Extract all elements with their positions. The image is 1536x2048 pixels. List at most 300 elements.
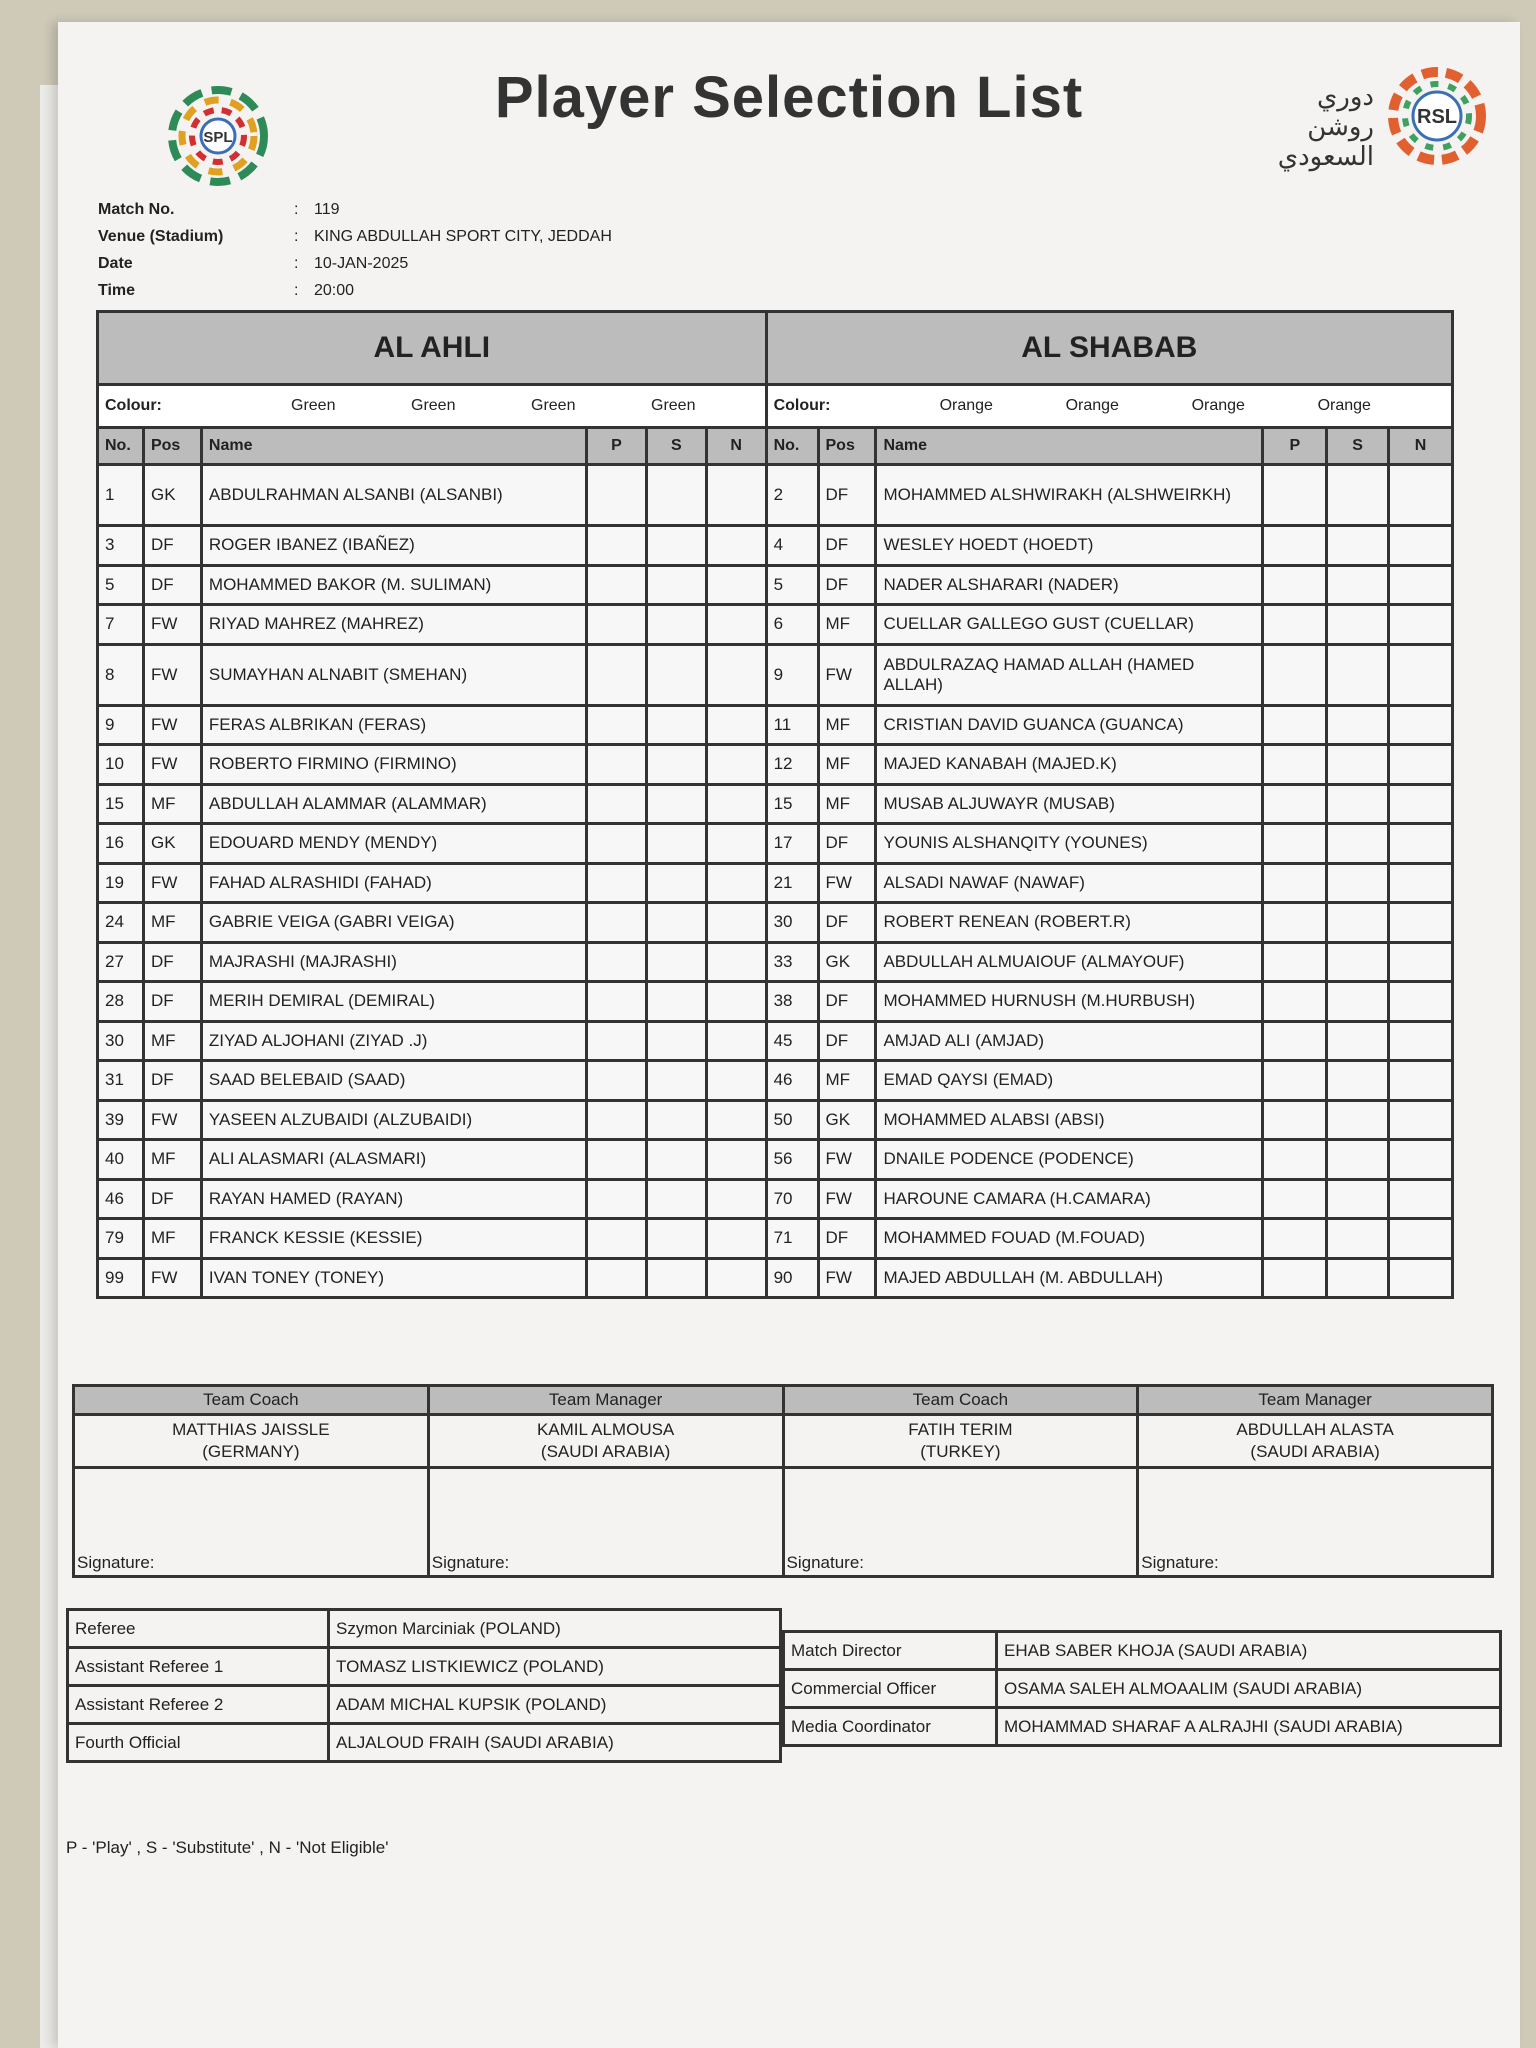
away-coach: FATIH TERIM (TURKEY) xyxy=(783,1415,1138,1468)
referee-role: Fourth Official xyxy=(68,1724,329,1762)
home-substitute-checkbox[interactable] xyxy=(646,982,706,1022)
home-substitute-checkbox[interactable] xyxy=(646,863,706,903)
home-substitute-checkbox[interactable] xyxy=(646,465,706,526)
away-not-eligible-checkbox[interactable] xyxy=(1389,863,1453,903)
table-row xyxy=(98,1179,1453,1219)
away-player-name: ABDULLAH ALMUAIOUF (ALMAYOUF) xyxy=(876,942,1263,982)
home-player-name: ABDULRAHMAN ALSANBI (ALSANBI) xyxy=(201,465,586,526)
away-play-checkbox[interactable] xyxy=(1263,526,1327,566)
home-play-checkbox[interactable] xyxy=(586,1061,646,1101)
away-player-position: DF xyxy=(818,565,876,605)
home-player-name: MOHAMMED BAKOR (M. SULIMAN) xyxy=(201,565,586,605)
away-substitute-checkbox[interactable] xyxy=(1327,705,1389,745)
home-substitute-checkbox[interactable] xyxy=(646,1140,706,1180)
table-row xyxy=(98,982,1453,1022)
home-substitute-checkbox[interactable] xyxy=(646,824,706,864)
home-player-position: FW xyxy=(143,863,201,903)
home-play-checkbox[interactable] xyxy=(586,705,646,745)
table-row xyxy=(98,465,1453,526)
referees-table xyxy=(66,1608,782,1763)
away-play-checkbox[interactable] xyxy=(1263,1219,1327,1259)
away-player-position: DF xyxy=(818,903,876,943)
official-name: EHAB SABER KHOJA (SAUDI ARABIA) xyxy=(997,1632,1501,1670)
away-player-name: NADER ALSHARARI (NADER) xyxy=(876,565,1263,605)
home-substitute-checkbox[interactable] xyxy=(646,1061,706,1101)
away-substitute-checkbox[interactable] xyxy=(1327,1179,1389,1219)
away-player-position: FW xyxy=(818,1140,876,1180)
away-player-name: MAJED ABDULLAH (M. ABDULLAH) xyxy=(876,1258,1263,1298)
away-player-number: 9 xyxy=(766,644,818,705)
away-player-number: 70 xyxy=(766,1179,818,1219)
home-manager: KAMIL ALMOUSA (SAUDI ARABIA) xyxy=(428,1415,783,1468)
away-play-checkbox[interactable] xyxy=(1263,942,1327,982)
away-player-position: GK xyxy=(818,1100,876,1140)
home-player-position: MF xyxy=(143,1021,201,1061)
home-not-eligible-checkbox[interactable] xyxy=(706,824,766,864)
away-team-name: AL SHABAB xyxy=(766,312,1452,385)
away-coach-label: Team Coach xyxy=(783,1386,1138,1415)
home-player-name: MERIH DEMIRAL (DEMIRAL) xyxy=(201,982,586,1022)
home-player-number: 40 xyxy=(98,1140,144,1180)
away-manager: ABDULLAH ALASTA (SAUDI ARABIA) xyxy=(1138,1415,1493,1468)
team-selection-table xyxy=(96,310,1454,1299)
column-header-row: No. Pos Name P S N No. Pos Name P S N xyxy=(98,428,1453,465)
home-player-name: FERAS ALBRIKAN (FERAS) xyxy=(201,705,586,745)
home-play-checkbox[interactable] xyxy=(586,1179,646,1219)
home-substitute-checkbox[interactable] xyxy=(646,644,706,705)
home-substitute-checkbox[interactable] xyxy=(646,526,706,566)
home-not-eligible-checkbox[interactable] xyxy=(706,1140,766,1180)
home-player-number: 10 xyxy=(98,745,144,785)
away-not-eligible-checkbox[interactable] xyxy=(1389,1140,1453,1180)
home-not-eligible-checkbox[interactable] xyxy=(706,1179,766,1219)
away-player-number: 50 xyxy=(766,1100,818,1140)
home-team-name: AL AHLI xyxy=(98,312,767,385)
away-substitute-checkbox[interactable] xyxy=(1327,1140,1389,1180)
away-player-position: MF xyxy=(818,1061,876,1101)
away-play-checkbox[interactable] xyxy=(1263,565,1327,605)
home-player-name: ABDULLAH ALAMMAR (ALAMMAR) xyxy=(201,784,586,824)
match-number-row: Match No. : 119 xyxy=(98,196,612,223)
table-row xyxy=(98,942,1453,982)
away-player-position: DF xyxy=(818,1219,876,1259)
home-player-name: ZIYAD ALJOHANI (ZIYAD .J) xyxy=(201,1021,586,1061)
official-name: MOHAMMAD SHARAF A ALRAJHI (SAUDI ARABIA) xyxy=(997,1708,1501,1746)
table-row xyxy=(98,526,1453,566)
referee-name: ALJALOUD FRAIH (SAUDI ARABIA) xyxy=(329,1724,781,1762)
home-play-checkbox[interactable] xyxy=(586,526,646,566)
home-player-name: IVAN TONEY (TONEY) xyxy=(201,1258,586,1298)
away-player-position: DF xyxy=(818,1021,876,1061)
home-player-number: 28 xyxy=(98,982,144,1022)
away-player-number: 45 xyxy=(766,1021,818,1061)
home-player-position: DF xyxy=(143,1179,201,1219)
away-player-position: FW xyxy=(818,1179,876,1219)
home-player-number: 24 xyxy=(98,903,144,943)
home-coach-label: Team Coach xyxy=(74,1386,429,1415)
away-play-checkbox[interactable] xyxy=(1263,824,1327,864)
table-row xyxy=(98,1061,1453,1101)
away-substitute-checkbox[interactable] xyxy=(1327,526,1389,566)
home-manager-signature[interactable]: Signature: xyxy=(428,1468,783,1577)
away-play-checkbox[interactable] xyxy=(1263,784,1327,824)
away-substitute-checkbox[interactable] xyxy=(1327,1021,1389,1061)
table-row xyxy=(98,705,1453,745)
page-title: Player Selection List xyxy=(494,65,1084,130)
staff-table xyxy=(72,1384,1494,1578)
table-row xyxy=(98,745,1453,785)
away-player-number: 21 xyxy=(766,863,818,903)
away-not-eligible-checkbox[interactable] xyxy=(1389,1219,1453,1259)
home-substitute-checkbox[interactable] xyxy=(646,942,706,982)
home-player-number: 99 xyxy=(98,1258,144,1298)
away-not-eligible-checkbox[interactable] xyxy=(1389,465,1453,526)
away-substitute-checkbox[interactable] xyxy=(1327,605,1389,645)
away-play-checkbox[interactable] xyxy=(1263,863,1327,903)
home-player-number: 30 xyxy=(98,1021,144,1061)
home-player-name: ALI ALASMARI (ALASMARI) xyxy=(201,1140,586,1180)
home-play-checkbox[interactable] xyxy=(586,824,646,864)
table-row xyxy=(98,824,1453,864)
away-player-number: 17 xyxy=(766,824,818,864)
table-row xyxy=(98,565,1453,605)
away-substitute-checkbox[interactable] xyxy=(1327,1258,1389,1298)
home-player-number: 19 xyxy=(98,863,144,903)
home-play-checkbox[interactable] xyxy=(586,644,646,705)
away-manager-label: Team Manager xyxy=(1138,1386,1493,1415)
table-row xyxy=(98,903,1453,943)
away-player-number: 11 xyxy=(766,705,818,745)
home-player-position: FW xyxy=(143,644,201,705)
away-player-number: 33 xyxy=(766,942,818,982)
official-row xyxy=(784,1708,1501,1746)
away-not-eligible-checkbox[interactable] xyxy=(1389,644,1453,705)
home-player-number: 7 xyxy=(98,605,144,645)
away-play-checkbox[interactable] xyxy=(1263,1179,1327,1219)
away-not-eligible-checkbox[interactable] xyxy=(1389,824,1453,864)
home-player-position: MF xyxy=(143,903,201,943)
home-play-checkbox[interactable] xyxy=(586,605,646,645)
venue: KING ABDULLAH SPORT CITY, JEDDAH xyxy=(314,228,612,245)
away-play-checkbox[interactable] xyxy=(1263,1061,1327,1101)
away-player-position: DF xyxy=(818,465,876,526)
away-player-name: ALSADI NAWAF (NAWAF) xyxy=(876,863,1263,903)
away-player-position: GK xyxy=(818,942,876,982)
away-player-name: CRISTIAN DAVID GUANCA (GUANCA) xyxy=(876,705,1263,745)
away-play-checkbox[interactable] xyxy=(1263,982,1327,1022)
away-player-number: 2 xyxy=(766,465,818,526)
home-player-position: DF xyxy=(143,565,201,605)
away-not-eligible-checkbox[interactable] xyxy=(1389,1179,1453,1219)
table-row xyxy=(98,784,1453,824)
venue-row: Venue (Stadium) : KING ABDULLAH SPORT CITY, JEDDAH xyxy=(98,223,612,250)
home-substitute-checkbox[interactable] xyxy=(646,605,706,645)
home-player-number: 16 xyxy=(98,824,144,864)
away-play-checkbox[interactable] xyxy=(1263,903,1327,943)
match-number: 119 xyxy=(314,201,340,218)
official-role: Match Director xyxy=(784,1632,997,1670)
home-substitute-checkbox[interactable] xyxy=(646,903,706,943)
away-not-eligible-checkbox[interactable] xyxy=(1389,942,1453,982)
away-player-number: 90 xyxy=(766,1258,818,1298)
home-substitute-checkbox[interactable] xyxy=(646,565,706,605)
home-substitute-checkbox[interactable] xyxy=(646,1021,706,1061)
legend-note: P - 'Play' , S - 'Substitute' , N - 'Not Eligible' xyxy=(66,1838,389,1857)
home-not-eligible-checkbox[interactable] xyxy=(706,465,766,526)
home-player-name: SUMAYHAN ALNABIT (SMEHAN) xyxy=(201,644,586,705)
home-not-eligible-checkbox[interactable] xyxy=(706,745,766,785)
away-player-position: FW xyxy=(818,863,876,903)
home-play-checkbox[interactable] xyxy=(586,1258,646,1298)
away-not-eligible-checkbox[interactable] xyxy=(1389,605,1453,645)
away-substitute-checkbox[interactable] xyxy=(1327,784,1389,824)
away-substitute-checkbox[interactable] xyxy=(1327,1219,1389,1259)
home-player-number: 1 xyxy=(98,465,144,526)
away-not-eligible-checkbox[interactable] xyxy=(1389,1061,1453,1101)
home-player-name: YASEEN ALZUBAIDI (ALZUBAIDI) xyxy=(201,1100,586,1140)
away-not-eligible-checkbox[interactable] xyxy=(1389,903,1453,943)
home-not-eligible-checkbox[interactable] xyxy=(706,605,766,645)
home-player-number: 31 xyxy=(98,1061,144,1101)
away-not-eligible-checkbox[interactable] xyxy=(1389,526,1453,566)
away-play-checkbox[interactable] xyxy=(1263,1140,1327,1180)
away-player-name: EMAD QAYSI (EMAD) xyxy=(876,1061,1263,1101)
home-substitute-checkbox[interactable] xyxy=(646,1219,706,1259)
away-player-position: FW xyxy=(818,644,876,705)
away-player-name: AMJAD ALI (AMJAD) xyxy=(876,1021,1263,1061)
home-play-checkbox[interactable] xyxy=(586,1140,646,1180)
table-row xyxy=(98,605,1453,645)
referee-name: TOMASZ LISTKIEWICZ (POLAND) xyxy=(329,1648,781,1686)
referee-role: Assistant Referee 2 xyxy=(68,1686,329,1724)
table-row xyxy=(98,1021,1453,1061)
spl-logo-text: SPL xyxy=(203,129,233,146)
home-player-position: FW xyxy=(143,745,201,785)
home-player-position: DF xyxy=(143,942,201,982)
away-player-name: CUELLAR GALLEGO GUST (CUELLAR) xyxy=(876,605,1263,645)
home-player-position: DF xyxy=(143,1061,201,1101)
table-row xyxy=(98,863,1453,903)
away-player-number: 5 xyxy=(766,565,818,605)
home-player-number: 9 xyxy=(98,705,144,745)
home-player-position: MF xyxy=(143,1219,201,1259)
home-player-name: MAJRASHI (MAJRASHI) xyxy=(201,942,586,982)
home-player-name: SAAD BELEBAID (SAAD) xyxy=(201,1061,586,1101)
away-player-number: 6 xyxy=(766,605,818,645)
home-colour-row: Colour: Green Green Green Green xyxy=(98,385,767,428)
away-manager-signature[interactable]: Signature: xyxy=(1138,1468,1493,1577)
away-substitute-checkbox[interactable] xyxy=(1327,745,1389,785)
home-not-eligible-checkbox[interactable] xyxy=(706,644,766,705)
home-play-checkbox[interactable] xyxy=(586,903,646,943)
away-player-name: HAROUNE CAMARA (H.CAMARA) xyxy=(876,1179,1263,1219)
away-substitute-checkbox[interactable] xyxy=(1327,863,1389,903)
away-player-position: MF xyxy=(818,705,876,745)
away-player-name: MUSAB ALJUWAYR (MUSAB) xyxy=(876,784,1263,824)
home-substitute-checkbox[interactable] xyxy=(646,745,706,785)
home-substitute-checkbox[interactable] xyxy=(646,784,706,824)
away-substitute-checkbox[interactable] xyxy=(1327,465,1389,526)
home-not-eligible-checkbox[interactable] xyxy=(706,565,766,605)
away-player-position: DF xyxy=(818,526,876,566)
home-player-number: 39 xyxy=(98,1100,144,1140)
away-player-position: MF xyxy=(818,745,876,785)
home-player-position: MF xyxy=(143,1140,201,1180)
home-player-number: 5 xyxy=(98,565,144,605)
home-not-eligible-checkbox[interactable] xyxy=(706,863,766,903)
referee-role: Referee xyxy=(68,1610,329,1648)
official-row xyxy=(784,1632,1501,1670)
table-row xyxy=(98,1219,1453,1259)
home-player-position: DF xyxy=(143,982,201,1022)
home-coach-signature[interactable]: Signature: xyxy=(74,1468,429,1577)
away-player-name: ROBERT RENEAN (ROBERT.R) xyxy=(876,903,1263,943)
away-play-checkbox[interactable] xyxy=(1263,644,1327,705)
spl-logo-icon xyxy=(162,80,274,192)
home-not-eligible-checkbox[interactable] xyxy=(706,705,766,745)
away-substitute-checkbox[interactable] xyxy=(1327,1100,1389,1140)
table-row xyxy=(98,1258,1453,1298)
away-not-eligible-checkbox[interactable] xyxy=(1389,1258,1453,1298)
home-not-eligible-checkbox[interactable] xyxy=(706,903,766,943)
away-not-eligible-checkbox[interactable] xyxy=(1389,784,1453,824)
date: 10-JAN-2025 xyxy=(314,255,409,272)
home-not-eligible-checkbox[interactable] xyxy=(706,526,766,566)
home-player-number: 3 xyxy=(98,526,144,566)
away-colour-row: Colour: Orange Orange Orange Orange xyxy=(766,385,1452,428)
away-player-name: ABDULRAZAQ HAMAD ALLAH (HAMED ALLAH) xyxy=(876,644,1263,705)
referee-row xyxy=(68,1686,781,1724)
away-player-number: 4 xyxy=(766,526,818,566)
home-not-eligible-checkbox[interactable] xyxy=(706,942,766,982)
home-play-checkbox[interactable] xyxy=(586,465,646,526)
away-play-checkbox[interactable] xyxy=(1263,465,1327,526)
away-not-eligible-checkbox[interactable] xyxy=(1389,982,1453,1022)
home-player-name: ROGER IBANEZ (IBAÑEZ) xyxy=(201,526,586,566)
home-play-checkbox[interactable] xyxy=(586,784,646,824)
home-not-eligible-checkbox[interactable] xyxy=(706,982,766,1022)
away-substitute-checkbox[interactable] xyxy=(1327,644,1389,705)
home-substitute-checkbox[interactable] xyxy=(646,705,706,745)
table-row xyxy=(98,1140,1453,1180)
away-player-number: 30 xyxy=(766,903,818,943)
away-substitute-checkbox[interactable] xyxy=(1327,982,1389,1022)
official-name: OSAMA SALEH ALMOAALIM (SAUDI ARABIA) xyxy=(997,1670,1501,1708)
away-player-position: MF xyxy=(818,784,876,824)
rsl-logo-text: RSL xyxy=(1417,106,1457,128)
away-substitute-checkbox[interactable] xyxy=(1327,942,1389,982)
home-player-position: FW xyxy=(143,1258,201,1298)
away-play-checkbox[interactable] xyxy=(1263,1021,1327,1061)
date-row: Date : 10-JAN-2025 xyxy=(98,250,612,277)
away-player-number: 12 xyxy=(766,745,818,785)
away-player-name: MOHAMMED HURNUSH (M.HURBUSH) xyxy=(876,982,1263,1022)
home-substitute-checkbox[interactable] xyxy=(646,1100,706,1140)
referee-row xyxy=(68,1648,781,1686)
away-substitute-checkbox[interactable] xyxy=(1327,565,1389,605)
away-substitute-checkbox[interactable] xyxy=(1327,903,1389,943)
home-play-checkbox[interactable] xyxy=(586,1021,646,1061)
away-not-eligible-checkbox[interactable] xyxy=(1389,1021,1453,1061)
official-role: Media Coordinator xyxy=(784,1708,997,1746)
home-not-eligible-checkbox[interactable] xyxy=(706,1219,766,1259)
rsl-logo-icon xyxy=(1378,64,1496,168)
home-player-name: RIYAD MAHREZ (MAHREZ) xyxy=(201,605,586,645)
time: 20:00 xyxy=(314,282,355,299)
home-player-name: ROBERTO FIRMINO (FIRMINO) xyxy=(201,745,586,785)
home-player-number: 8 xyxy=(98,644,144,705)
away-not-eligible-checkbox[interactable] xyxy=(1389,745,1453,785)
home-player-number: 79 xyxy=(98,1219,144,1259)
home-player-name: FAHAD ALRASHIDI (FAHAD) xyxy=(201,863,586,903)
home-not-eligible-checkbox[interactable] xyxy=(706,1100,766,1140)
official-row xyxy=(784,1670,1501,1708)
officials-table xyxy=(782,1630,1502,1747)
away-coach-signature[interactable]: Signature: xyxy=(783,1468,1138,1577)
away-play-checkbox[interactable] xyxy=(1263,605,1327,645)
home-substitute-checkbox[interactable] xyxy=(646,1179,706,1219)
official-role: Commercial Officer xyxy=(784,1670,997,1708)
away-substitute-checkbox[interactable] xyxy=(1327,1061,1389,1101)
home-play-checkbox[interactable] xyxy=(586,745,646,785)
away-player-name: YOUNIS ALSHANQITY (YOUNES) xyxy=(876,824,1263,864)
away-player-position: DF xyxy=(818,824,876,864)
away-not-eligible-checkbox[interactable] xyxy=(1389,1100,1453,1140)
time-row: Time : 20:00 xyxy=(98,277,612,304)
away-player-number: 15 xyxy=(766,784,818,824)
home-player-name: GABRIE VEIGA (GABRI VEIGA) xyxy=(201,903,586,943)
away-player-position: DF xyxy=(818,982,876,1022)
away-play-checkbox[interactable] xyxy=(1263,745,1327,785)
away-play-checkbox[interactable] xyxy=(1263,705,1327,745)
referee-role: Assistant Referee 1 xyxy=(68,1648,329,1686)
away-play-checkbox[interactable] xyxy=(1263,1100,1327,1140)
home-play-checkbox[interactable] xyxy=(586,1100,646,1140)
away-player-number: 56 xyxy=(766,1140,818,1180)
away-player-number: 46 xyxy=(766,1061,818,1101)
referee-name: Szymon Marciniak (POLAND) xyxy=(329,1610,781,1648)
away-player-name: MAJED KANABAH (MAJED.K) xyxy=(876,745,1263,785)
away-player-name: WESLEY HOEDT (HOEDT) xyxy=(876,526,1263,566)
home-not-eligible-checkbox[interactable] xyxy=(706,1258,766,1298)
away-substitute-checkbox[interactable] xyxy=(1327,824,1389,864)
home-player-number: 15 xyxy=(98,784,144,824)
away-player-number: 38 xyxy=(766,982,818,1022)
home-not-eligible-checkbox[interactable] xyxy=(706,1061,766,1101)
home-player-name: FRANCK KESSIE (KESSIE) xyxy=(201,1219,586,1259)
home-player-name: RAYAN HAMED (RAYAN) xyxy=(201,1179,586,1219)
away-play-checkbox[interactable] xyxy=(1263,1258,1327,1298)
home-not-eligible-checkbox[interactable] xyxy=(706,784,766,824)
away-player-name: DNAILE PODENCE (PODENCE) xyxy=(876,1140,1263,1180)
match-info xyxy=(98,196,612,304)
home-player-position: MF xyxy=(143,784,201,824)
home-play-checkbox[interactable] xyxy=(586,565,646,605)
home-player-position: FW xyxy=(143,705,201,745)
home-substitute-checkbox[interactable] xyxy=(646,1258,706,1298)
home-play-checkbox[interactable] xyxy=(586,942,646,982)
home-play-checkbox[interactable] xyxy=(586,1219,646,1259)
away-not-eligible-checkbox[interactable] xyxy=(1389,705,1453,745)
home-play-checkbox[interactable] xyxy=(586,982,646,1022)
table-row xyxy=(98,1100,1453,1140)
home-player-position: GK xyxy=(143,824,201,864)
home-play-checkbox[interactable] xyxy=(586,863,646,903)
home-player-position: FW xyxy=(143,1100,201,1140)
home-not-eligible-checkbox[interactable] xyxy=(706,1021,766,1061)
referee-name: ADAM MICHAL KUPSIK (POLAND) xyxy=(329,1686,781,1724)
away-not-eligible-checkbox[interactable] xyxy=(1389,565,1453,605)
